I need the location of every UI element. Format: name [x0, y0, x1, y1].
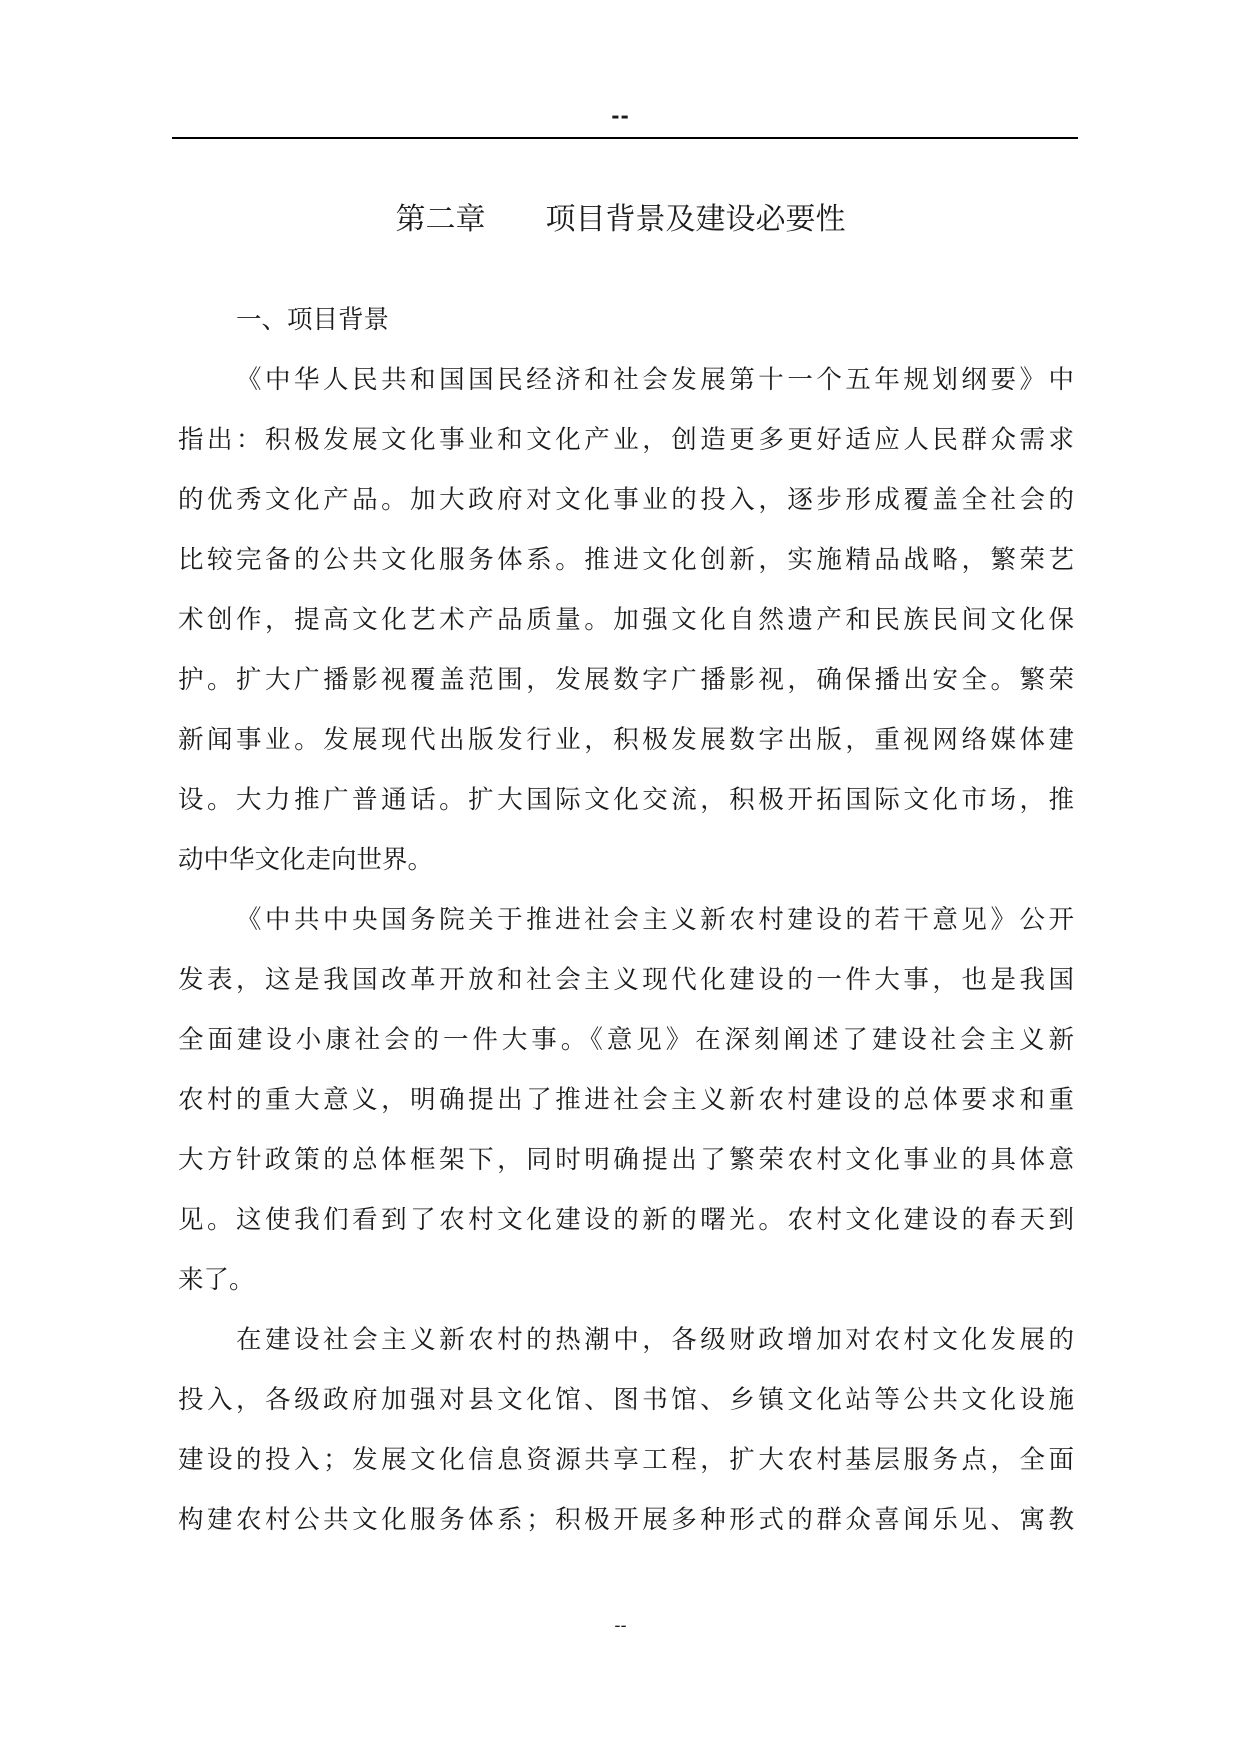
text-line: 《中华人民共和国国民经济和社会发展第十一个五年规划纲要》中 — [236, 365, 1074, 395]
section-heading: 一、项目背景 — [236, 305, 390, 335]
text-line: 《中共中央国务院关于推进社会主义新农村建设的若干意见》公开 — [236, 905, 1074, 935]
text-line: 农村的重大意义，明确提出了推进社会主义新农村建设的总体要求和重 — [178, 1085, 1074, 1115]
body-content — [178, 290, 1074, 1550]
paragraph — [178, 350, 1074, 890]
text-line: 新闻事业。发展现代出版发行业，积极发展数字出版，重视网络媒体建 — [178, 725, 1074, 755]
text-line: 比较完备的公共文化服务体系。推进文化创新，实施精品战略，繁荣艺 — [178, 545, 1074, 575]
text-line: 护。扩大广播影视覆盖范围，发展数字广播影视，确保播出安全。繁荣 — [178, 665, 1074, 695]
text-line: 建设的投入；发展文化信息资源共享工程，扩大农村基层服务点，全面 — [178, 1445, 1074, 1475]
paragraph — [178, 1310, 1074, 1550]
text-line: 在建设社会主义新农村的热潮中，各级财政增加对农村文化发展的 — [236, 1325, 1074, 1355]
text-line: 发表，这是我国改革开放和社会主义现代化建设的一件大事，也是我国 — [178, 965, 1074, 995]
text-line: 术创作，提高文化艺术产品质量。加强文化自然遗产和民族民间文化保 — [178, 605, 1074, 635]
paragraph — [178, 890, 1074, 1310]
text-line: 见。这使我们看到了农村文化建设的新的曙光。农村文化建设的春天到 — [178, 1205, 1074, 1235]
text-line: 构建农村公共文化服务体系；积极开展多种形式的群众喜闻乐见、寓教 — [178, 1505, 1074, 1535]
text-line: 投入，各级政府加强对县文化馆、图书馆、乡镇文化站等公共文化设施 — [178, 1385, 1074, 1415]
text-line: 来了。 — [178, 1265, 255, 1295]
text-line: 指出：积极发展文化事业和文化产业，创造更多更好适应人民群众需求 — [178, 425, 1074, 455]
text-line: 全面建设小康社会的一件大事。《意见》在深刻阐述了建设社会主义新 — [178, 1025, 1074, 1055]
header-rule — [172, 137, 1078, 139]
text-line: 动中华文化走向世界。 — [178, 845, 434, 875]
text-line: 设。大力推广普通话。扩大国际文化交流，积极开拓国际文化市场，推 — [178, 785, 1074, 815]
text-line: 的优秀文化产品。加大政府对文化事业的投入，逐步形成覆盖全社会的 — [178, 485, 1074, 515]
text-line: 大方针政策的总体框架下，同时明确提出了繁荣农村文化事业的具体意 — [178, 1145, 1074, 1175]
page-header-mark: -- — [611, 104, 630, 128]
page-footer-mark: -- — [614, 1616, 627, 1636]
chapter-title: 第二章 项目背景及建设必要性 — [395, 202, 846, 237]
